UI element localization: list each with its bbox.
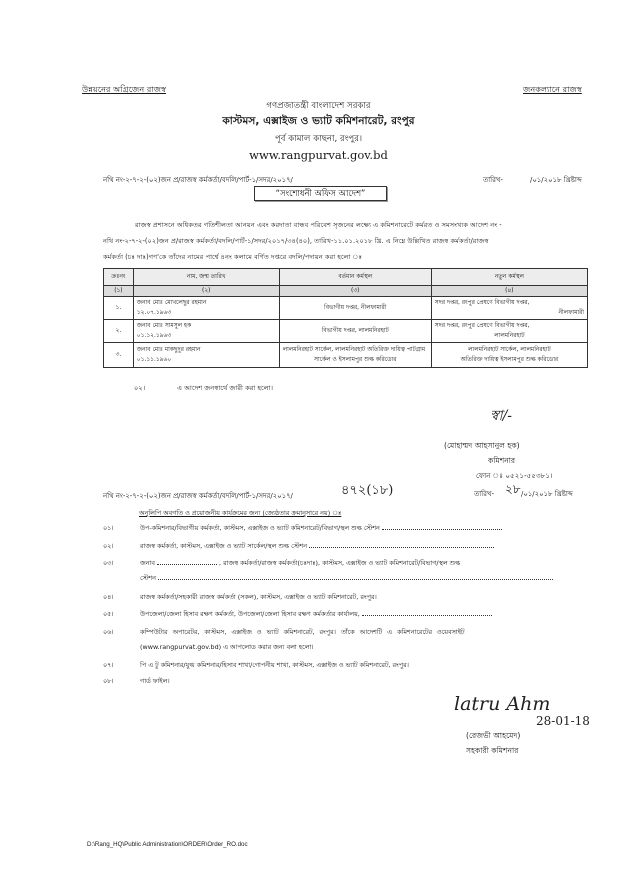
commissioner-phone: ফোন ঃ ০৫২১-৫৫৩৮১। [476, 471, 553, 480]
cc-item-number: ০৬। [103, 628, 114, 636]
col-number: (২) [133, 286, 279, 297]
body-line-1: রাজস্ব প্রশাসনে অধিকতর গতিশীলতা আনয়ন এবং করদাতা বান্ধব পরিবেশ সৃজনের লক্ষ্যে এ কমিশনারেটে কর্মরত ও সমসংখ্যক আদেশ নং - [135, 221, 502, 229]
table-row [104, 320, 588, 343]
row-new-workplace [431, 297, 587, 320]
header-serial: ক্রঃনং [104, 269, 134, 286]
birth-date: ০১.১২.১৯৬৩ [136, 333, 172, 339]
new-workplace-line1: সদর দপ্তর, রংপুর প্রেষণে বিভাগীয় দপ্তর, [434, 300, 530, 306]
header-name: নাম, জন্ম তারিখ [133, 269, 279, 286]
date-label: তারিখ- [483, 176, 503, 184]
cc-item-text: পি এ টু কমিশনার/যুগ্ম কমিশনার/হিসাব শাখা/গোপনীয় শাখা, কাস্টমস, এক্সাইজ ও ভ্যাট কমিশনারেট, রংপুর। [140, 661, 409, 669]
header-current-workplace: বর্তমান কর্মস্থল [279, 269, 431, 286]
transfer-table [103, 268, 588, 368]
cc-item-body-3: স্টেশন [140, 574, 156, 582]
office-address: পূর্ব কামাল কাছনা, রংপুর। [274, 134, 363, 144]
row-serial: ১. [104, 297, 134, 320]
body-line-2: নথি নং-২-৭-২-(০২)জন প্র/রাজস্ব কর্মকর্তা/বদলি/পার্ট-১/সদর/২০১৭/৩৪(৪০), তারিখ-১১.০১.২০১৮ খ্রি. এ নিম্নে উল্লিখিত রাজস্ব কর্মকর্তা/রাজস্ব [103, 237, 489, 245]
cc-heading: অনুলিপি অবগতি ও প্রয়োজনীয় কার্যক্রমের জন্য (জ্যেষ্ঠতার ক্রমানুসারে নয়) ঃ [139, 509, 342, 517]
row-new-workplace [431, 343, 587, 368]
officer-name: জনাব মোঃ মোখলেছুর রহমান [136, 300, 207, 306]
blank-line [158, 573, 553, 580]
table-header-row [104, 269, 588, 286]
table-row [104, 343, 588, 368]
current-workplace-line1: লালমনিরহাট সার্কেল, লালমনিরহাট অতিরিক্ত দায়িত্ব পাটগ্রাম [282, 347, 426, 353]
cc-item-body: উপ-কমিশনার/বিভাগীয় কর্মকর্তা, কাস্টমস, এক্সাইজ ও ভ্যাট কমিশনারেট/বিভাগ/স্থল শুল্ক স্টেশন [140, 524, 380, 532]
cc-item-body: রাজস্ব কর্মকর্তা, কাস্টমস, এক্সাইজ ও ভ্যাট সার্কেল/স্থল শুল্ক স্টেশন [140, 542, 308, 550]
new-workplace-line2: নীলফামারী [558, 310, 584, 316]
cc-item-body: উপজেলা/জেলা হিসাব রক্ষণ কর্মকর্তা, উপজেলা/জেলা হিসাব রক্ষণ কর্মকর্তার কার্যালয়, [140, 610, 360, 618]
cc-item-body: জনাব [140, 559, 155, 567]
assistant-commissioner-signature: latru Ahm [454, 693, 551, 715]
current-workplace-line2: সার্কেল ও ইসলামপুর শুল্ক করিডোর [314, 357, 397, 363]
commissioner-signature: স্বা/- [490, 408, 513, 424]
row-serial: ৩. [104, 343, 134, 368]
column-number-row [104, 286, 588, 297]
cc-item-number: ০৫। [103, 610, 114, 618]
new-workplace-line2: অতিরিক্ত দায়িত্ব ইসলামপুর শুল্ক করিডোর [460, 357, 559, 363]
date-label-2: তারিখ- [474, 490, 494, 498]
blank-line [382, 523, 502, 530]
reference-number-2: নথি নং-২-৭-২-(০২)জন প্র/রাজস্ব কর্মকর্তা/বদলি/পার্ট-১/সদর/২০১৭/ [103, 492, 293, 500]
date-value-2: /০১/২০১৮ খ্রিষ্টাব্দ [521, 490, 573, 498]
cc-item-text [140, 541, 494, 552]
body-line-3: কর্মকর্তা (চঃ দাঃ)গণ'কে তাঁদের নামের পার্শ্বে ৪নং কলামে বর্ণিত দপ্তরে বদলি/পদায়ন করা হলো ঃ [103, 253, 363, 261]
header-new-workplace: নতুন কর্মস্থল [431, 269, 587, 286]
reference-number: নথি নং-২-৭-২-(০২)জন প্র/রাজস্ব কর্মকর্তা/বদলি/পার্ট-১/সদর/২০১৭/ [103, 176, 293, 184]
para-number: ০২। [134, 384, 146, 392]
table-row [104, 297, 588, 320]
cc-item-number: ০২। [103, 542, 114, 550]
row-serial: ২. [104, 320, 134, 343]
commissioner-designation: কমিশনার [488, 456, 516, 465]
government-name: গণপ্রজাতন্ত্রী বাংলাদেশ সরকার [266, 101, 371, 111]
cc-item-text-cont [140, 573, 553, 584]
file-path: D:\Rang_HQ\Public Administration\ORDER\Order_RO.doc [87, 841, 248, 848]
blank-line [309, 541, 494, 548]
date-value: /০১/২০১৮ খ্রিষ্টাব্দ [530, 176, 582, 184]
cc-item-number: ০৩। [103, 559, 114, 567]
col-number: (৪) [431, 286, 587, 297]
cc-item-number: ০৮। [103, 677, 114, 685]
order-title: “সংশোধনী অফিস আদেশ” [254, 186, 387, 201]
birth-date: ০১.১১.১৯৬০ [136, 357, 172, 363]
cc-item-body-2: , রাজস্ব কর্মকর্তা/রাজস্ব কর্মকর্তা(চঃদাঃ), কাস্টমস, এক্সাইজ ও ভ্যাট কমিশনারেট/বিভাগ/স্থল শুল্ক [219, 559, 461, 567]
row-name [133, 343, 279, 368]
row-new-workplace [431, 320, 587, 343]
assistant-commissioner-name: (রেজভী আহমেদ) [466, 731, 521, 740]
blank-line [157, 558, 217, 565]
col-number: (৩) [279, 286, 431, 297]
new-workplace-line1: লালমনিরহাট সার্কেল, লালমনিরহাট [468, 347, 551, 353]
handwritten-date: ২৮ [505, 482, 521, 496]
row-name [133, 320, 279, 343]
slogan-right: জনকল্যানে রাজস্ব [523, 84, 582, 94]
officer-name: জনাব মোঃ সামসুল হক [136, 323, 192, 329]
cc-item-text: রাজস্ব কর্মকর্তা/সহকারী রাজস্ব কর্মকর্তা (সকল), কাস্টমস, এক্সাইজ ও ভ্যাট কমিশনারেট, রংপুর। [140, 593, 377, 601]
new-workplace-line2: লালমনিরহাট [494, 333, 525, 339]
blank-line [362, 609, 492, 616]
cc-item-number: ০১। [103, 524, 114, 532]
office-website: www.rangpurvat.gov.bd [249, 148, 388, 162]
row-name [133, 297, 279, 320]
cc-item-number: ০৪। [103, 593, 114, 601]
new-workplace-line1: সদর দপ্তর, রংপুর প্রেষণে বিভাগীয় দপ্তর, [434, 323, 530, 329]
row-current-workplace: বিভাগীয় দপ্তর, লালমনিরহাট [279, 320, 431, 343]
para-text: এ আদেশ জনস্বার্থে জারী করা হলো। [177, 384, 274, 392]
handwritten-sign-date: 28-01-18 [536, 714, 590, 728]
row-current-workplace [279, 343, 431, 368]
assistant-commissioner-designation: সহকারী কমিশনার [466, 746, 519, 755]
col-number: (১) [104, 286, 134, 297]
handwritten-memo-number: ৪৭২(১৮) [341, 483, 394, 498]
cc-item-text [140, 609, 492, 620]
office-name: কাস্টমস, এক্সাইজ ও ভ্যাট কমিশনারেট, রংপুর [222, 115, 415, 127]
officer-name: জনাব মোঃ মাকছুদুর রহমান [136, 347, 201, 353]
cc-item-text: কম্পিউটার অপারেটর, কাস্টমস, এক্সাইজ ও ভ্যাট কমিশনারেট, রংপুর। তাঁকে আদেশটি এ কমিশনারেটের ওয়েবসাইট [140, 628, 465, 636]
cc-item-text [140, 523, 502, 534]
birth-date: ১২.০৭.১৯৬৩ [136, 310, 172, 316]
row-current-workplace: বিভাগীয় দপ্তর, নীলফামারী [279, 297, 431, 320]
cc-item-text-cont: (www.rangpurvat.gov.bd) এ আপলোড করার জন্য বলা হলো। [140, 643, 314, 651]
slogan-left: উন্নয়নের অগ্রিজেন রাজস্ব [82, 84, 167, 94]
cc-item-text: গার্ড ফাইল। [140, 677, 170, 685]
cc-item-number: ০৭। [103, 661, 114, 669]
cc-item-text [140, 558, 460, 569]
commissioner-name: (মোহাম্মদ আহসানুল হক) [444, 441, 520, 450]
